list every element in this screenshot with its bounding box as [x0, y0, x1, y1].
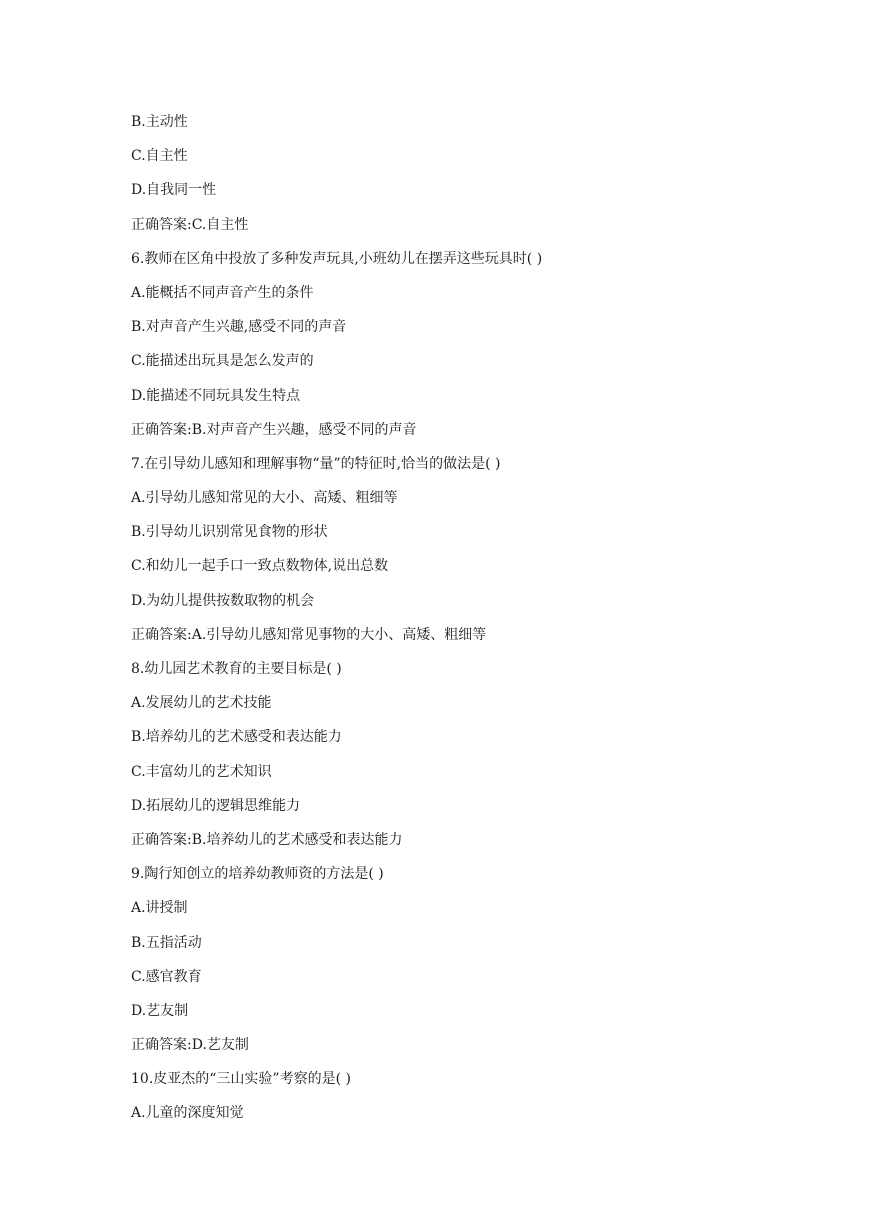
question-line: 10.皮亚杰的“三山实验”考察的是( ) — [131, 1071, 351, 1088]
question-line: 8.幼儿园艺术教育的主要目标是( ) — [131, 661, 342, 677]
answer-line: 正确答案:B.对声音产生兴趣，感受不同的声音 — [131, 421, 417, 438]
option-line: C.能描述出玩具是怎么发声的 — [131, 353, 314, 370]
answer-line: 正确答案:B.培养幼儿的艺术感受和表达能力 — [131, 831, 403, 848]
option-line: B.五指活动 — [131, 934, 202, 951]
option-line: D.拓展幼儿的逻辑思维能力 — [131, 797, 301, 814]
document-body — [131, 110, 781, 1136]
option-line: D.自我同一性 — [131, 182, 217, 199]
option-line: A.能概括不同声音产生的条件 — [131, 284, 314, 301]
option-line: C.和幼儿一起手口一致点数物体,说出总数 — [131, 558, 389, 575]
option-line: B.对声音产生兴趣,感受不同的声音 — [131, 319, 347, 336]
option-line: A.儿童的深度知觉 — [131, 1105, 244, 1122]
question-line: 7.在引导幼儿感知和理解事物“量”的特征时,恰当的做法是( ) — [131, 455, 501, 472]
answer-line: 正确答案:C.自主性 — [131, 216, 249, 233]
option-line: A.讲授制 — [131, 900, 188, 917]
question-line: 6.教师在区角中投放了多种发声玩具,小班幼儿在摆弄这些玩具时( ) — [131, 250, 543, 267]
question-line: 9.陶行知创立的培养幼教师资的方法是( ) — [131, 866, 384, 883]
option-line: A.引导幼儿感知常见的大小、高矮、粗细等 — [131, 490, 398, 507]
option-line: A.发展幼儿的艺术技能 — [131, 695, 272, 712]
option-line: C.丰富幼儿的艺术知识 — [131, 763, 272, 780]
option-line: B.培养幼儿的艺术感受和表达能力 — [131, 729, 342, 746]
option-line: C.自主性 — [131, 148, 188, 165]
option-line: C.感官教育 — [131, 968, 202, 985]
answer-line: 正确答案:A.引导幼儿感知常见事物的大小、高矮、粗细等 — [131, 626, 487, 643]
option-line: D.艺友制 — [131, 1002, 189, 1019]
option-line: D.为幼儿提供按数取物的机会 — [131, 592, 315, 609]
option-line: B.主动性 — [131, 114, 188, 130]
answer-line: 正确答案:D.艺友制 — [131, 1037, 249, 1054]
option-line: D.能描述不同玩具发生特点 — [131, 387, 301, 404]
option-line: B.引导幼儿识别常见食物的形状 — [131, 524, 328, 541]
